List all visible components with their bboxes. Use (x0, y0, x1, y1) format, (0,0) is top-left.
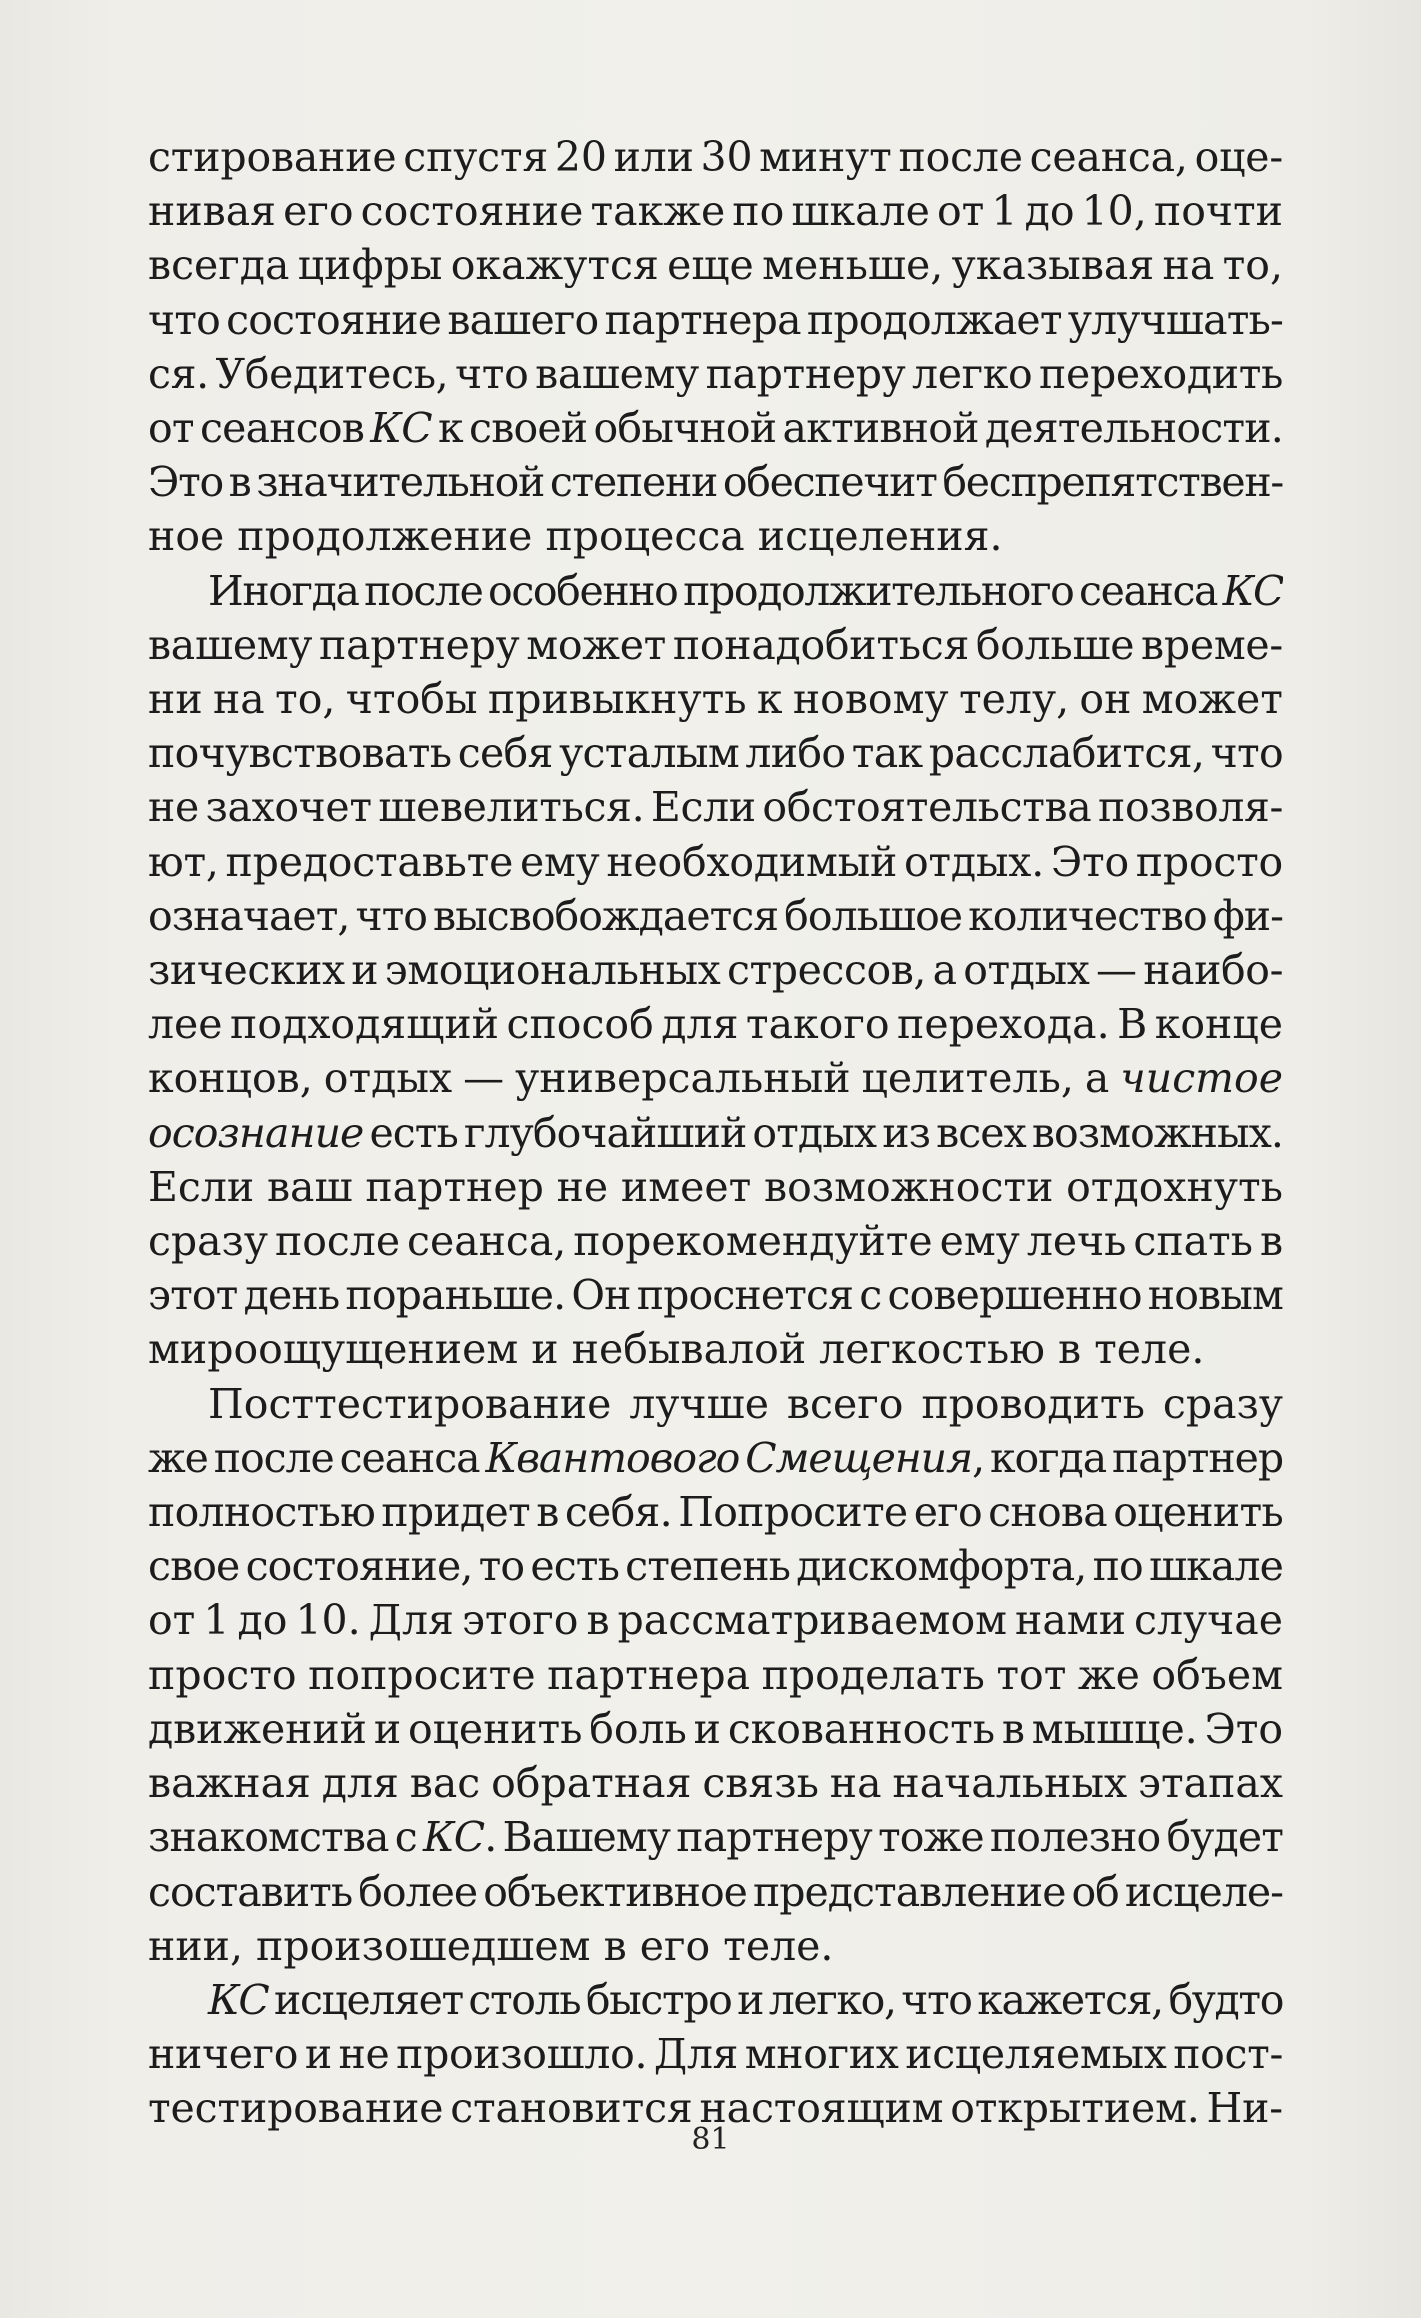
text-line: ся. Убедитесь, что вашему партнеру легко переходить (148, 349, 1283, 398)
text-line: стирование спустя 20 или 30 минут после сеанса, оце- (148, 133, 1283, 181)
text-line: полностью придет в себя. Попросите его снова оценить (148, 1488, 1283, 1537)
text-line: от сеансов КС к своей обычной активной деятельности. (148, 404, 1283, 453)
text-line: зических и эмоциональных стрессов, а отдых — наибо- (148, 946, 1283, 995)
text-line: ют, предоставьте ему необходимый отдых. Это просто (148, 837, 1283, 886)
text-line: концов, отдых — универсальный целитель, а чистое (148, 1054, 1283, 1103)
text-line: движений и оценить боль и скованность в мышце. Это (148, 1704, 1283, 1753)
text-line: лее подходящий способ для такого перехода. В конце (148, 1000, 1283, 1049)
text-line: Это в значительной степени обеспечит беспрепятствен- (148, 458, 1283, 507)
text-line: же после сеанса Квантового Смещения, когда партнер (148, 1433, 1283, 1482)
text-line: КС исцеляет столь быстро и легко, что кажется, будто (208, 1975, 1283, 2024)
text-line: нивая его состояние также по шкале от 1 до 10, почти (148, 187, 1283, 236)
text-line: Если ваш партнер не имеет возможности отдохнуть (148, 1162, 1283, 1211)
text-line: что состояние вашего партнера продолжает улучшать- (148, 295, 1283, 344)
text-line: тестирование становится настоящим открытием. Ни- (148, 2084, 1283, 2133)
text-line: важная для вас обратная связь на начальных этапах (148, 1759, 1283, 1808)
text-line: осознание есть глубочайший отдых из всех возможных. (148, 1108, 1283, 1157)
text-line: свое состояние, то есть степень дискомфорта, по шкале (148, 1542, 1283, 1591)
text-line: почувствовать себя усталым либо так расслабится, что (148, 729, 1283, 778)
text-line: мироощущением и небывалой легкостью в теле. (148, 1325, 1205, 1374)
text-line: нии, произошедшем в его теле. (148, 1921, 834, 1970)
text-line: просто попросите партнера проделать тот же объем (148, 1650, 1283, 1699)
page-number: 81 (691, 2122, 730, 2157)
text-line: означает, что высвобождается большое количество фи- (148, 891, 1283, 940)
text-line: знакомства с КС. Вашему партнеру тоже полезно будет (148, 1813, 1283, 1862)
text-line: вашему партнеру может понадобиться больше време- (148, 620, 1283, 669)
text-line: Иногда после особенно продолжительного сеанса КС (208, 566, 1283, 615)
text-line: Посттестирование лучше всего проводить сразу (208, 1379, 1283, 1428)
text-line: от 1 до 10. Для этого в рассматриваемом нами случае (148, 1596, 1283, 1645)
text-line: ничего и не произошло. Для многих исцеляемых пост- (148, 2030, 1283, 2079)
text-line: сразу после сеанса, порекомендуйте ему лечь спать в (148, 1217, 1283, 1266)
text-line: не захочет шевелиться. Если обстоятельства позволя- (148, 783, 1283, 832)
text-line: всегда цифры окажутся еще меньше, указывая на то, (148, 241, 1283, 290)
text-line: ное продолжение процесса исцеления. (148, 512, 1003, 561)
text-line: составить более объективное представление об исцеле- (148, 1867, 1283, 1916)
text-line: этот день пораньше. Он проснется с совершенно новым (148, 1271, 1283, 1320)
text-line: ни на то, чтобы привыкнуть к новому телу, он может (148, 675, 1283, 724)
body-text (148, 130, 1283, 2136)
